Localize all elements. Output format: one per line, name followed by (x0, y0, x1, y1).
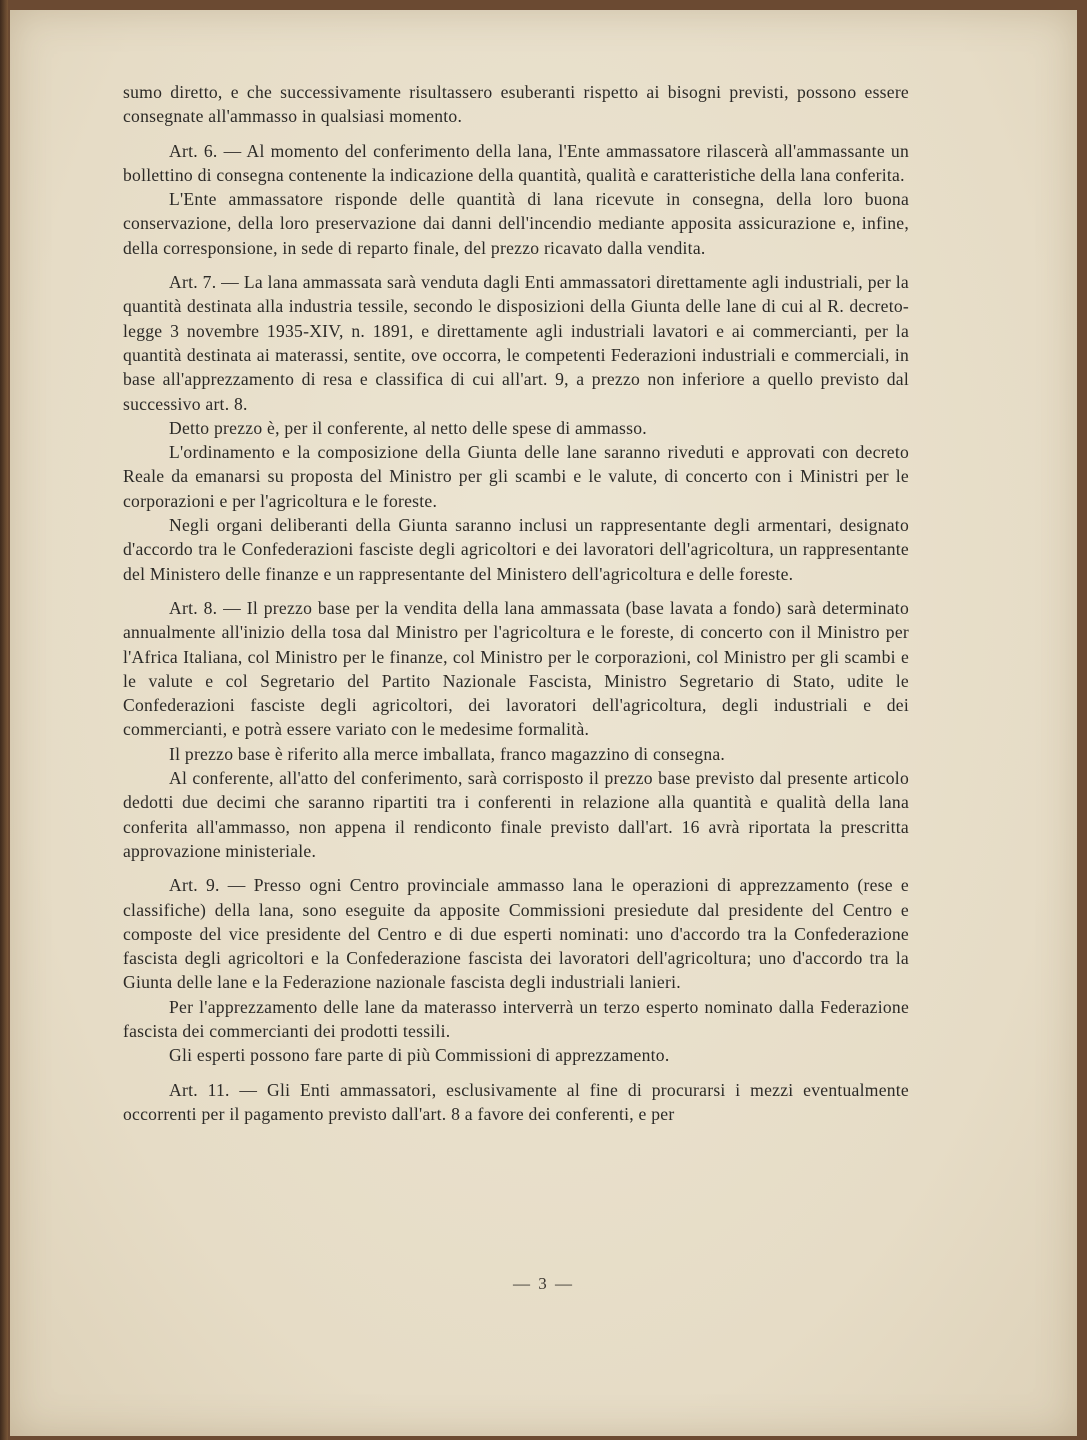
article-9-paragraph-2: Per l'apprezzamento delle lane da materasso interverrà un terzo esperto nominato dalla Federazione fascista dei commercianti dei prodotti tessili. (123, 996, 909, 1041)
book-binding-edge (0, 0, 8, 1440)
article-8: Art. 8. — Il prezzo base per la vendita della lana ammassata (base lavata a fondo) sarà determinato annualmente all'inizio della tosa dal Ministro per l'agricoltura e le foreste, di concerto con il Ministro per l'Africa Italiana, col Ministro per le finanze, col Ministro per le corporazioni, col Ministro per gli scambi e le valute e col Segretario del Partito Nazionale Fascista, Ministro Segretario di Stato, udite le Confederazioni fasciste degli agricoltori, dei lavoratori dell'agricoltura, degli industriali e dei commercianti, e potrà essere variato con le medesime formalità. (123, 597, 909, 740)
article-8-paragraph-2: Il prezzo base è riferito alla merce imballata, franco magazzino di consegna. (169, 743, 726, 764)
body-text (123, 80, 909, 1126)
article-9: Art. 9. — Presso ogni Centro provinciale ammasso lana le operazioni di apprezzamento (rese e classifiche) della lana, sono eseguite da apposite Commissioni presiedute dal presidente del Centro e composte del vice presidente del Centro e di due esperti nominati: uno d'accordo tra la Confederazione fascista degli agricoltori e la Confederazione fascista dei lavoratori dell'agricoltura; uno d'accordo tra la Giunta delle lane e la Federazione nazionale fascista degli industriali lanieri. (123, 875, 909, 993)
article-7-paragraph-2: Detto prezzo è, per il conferente, al netto delle spese di ammasso. (169, 417, 647, 438)
article-7-paragraph-4: Negli organi deliberanti della Giunta saranno inclusi un rappresentante degli armentari, designato d'accordo tra le Confederazioni fasciste degli agricoltori e dei lavoratori dell'agricoltura, un rappresentante del Ministero delle finanze e un rappresentante del Ministero dell'agricoltura e delle foreste. (123, 515, 909, 584)
article-11: Art. 11. — Gli Enti ammassatori, esclusivamente al fine di procurarsi i mezzi eventualmente occorrenti per il pagamento previsto dall'art. 8 a favore dei conferenti, e per (123, 1079, 909, 1124)
page-number: — 3 — (513, 1274, 574, 1293)
article-7-paragraph-3: L'ordinamento e la composizione della Giunta delle lane saranno riveduti e approvati con decreto Reale da emanarsi su proposta del Ministro per gli scambi e le valute, di concerto con i Ministri per le corporazioni e per l'agricoltura e le foreste. (123, 442, 909, 511)
paragraph-continuation: sumo diretto, e che successivamente risultassero esuberanti rispetto ai bisogni previsti, possono essere consegnate all'ammasso in qualsiasi momento. (123, 82, 909, 127)
article-8-paragraph-3: Al conferente, all'atto del conferimento, sarà corrisposto il prezzo base previsto dal presente articolo dedotti due decimi che saranno ripartiti tra i conferenti in relazione alla quantità e qualità della lana conferita all'ammasso, non appena il rendiconto finale previsto dall'art. 16 avrà riportata la prescritta approvazione ministeriale. (123, 768, 909, 861)
article-9-paragraph-3: Gli esperti possono fare parte di più Commissioni di apprezzamento. (169, 1045, 670, 1066)
article-6: Art. 6. — Al momento del conferimento della lana, l'Ente ammassatore rilascerà all'ammassante un bollettino di consegna contenente la indicazione della quantità, qualità e caratteristiche della lana conferita. (123, 140, 909, 185)
article-6-paragraph-2: L'Ente ammassatore risponde delle quantità di lana ricevute in consegna, della loro buona conservazione, della loro preservazione dai danni dell'incendio mediante apposita assicurazione e, infine, della corresponsione, in sede di reparto finale, del prezzo ricavato dalla vendita. (123, 189, 909, 258)
article-7: Art. 7. — La lana ammassata sarà venduta dagli Enti ammassatori direttamente agli industriali, per la quantità destinata alla industria tessile, secondo le disposizioni della Giunta delle lane di cui al R. decreto-legge 3 novembre 1935-XIV, n. 1891, e direttamente agli industriali lavatori e ai commercianti, per la quantità destinata ai materassi, sentite, ove occorra, le competenti Federazioni industriali e commerciali, in base all'apprezzamento di resa e classifica di cui all'art. 9, a prezzo non inferiore a quello previsto dal successivo art. 8. (123, 272, 909, 414)
